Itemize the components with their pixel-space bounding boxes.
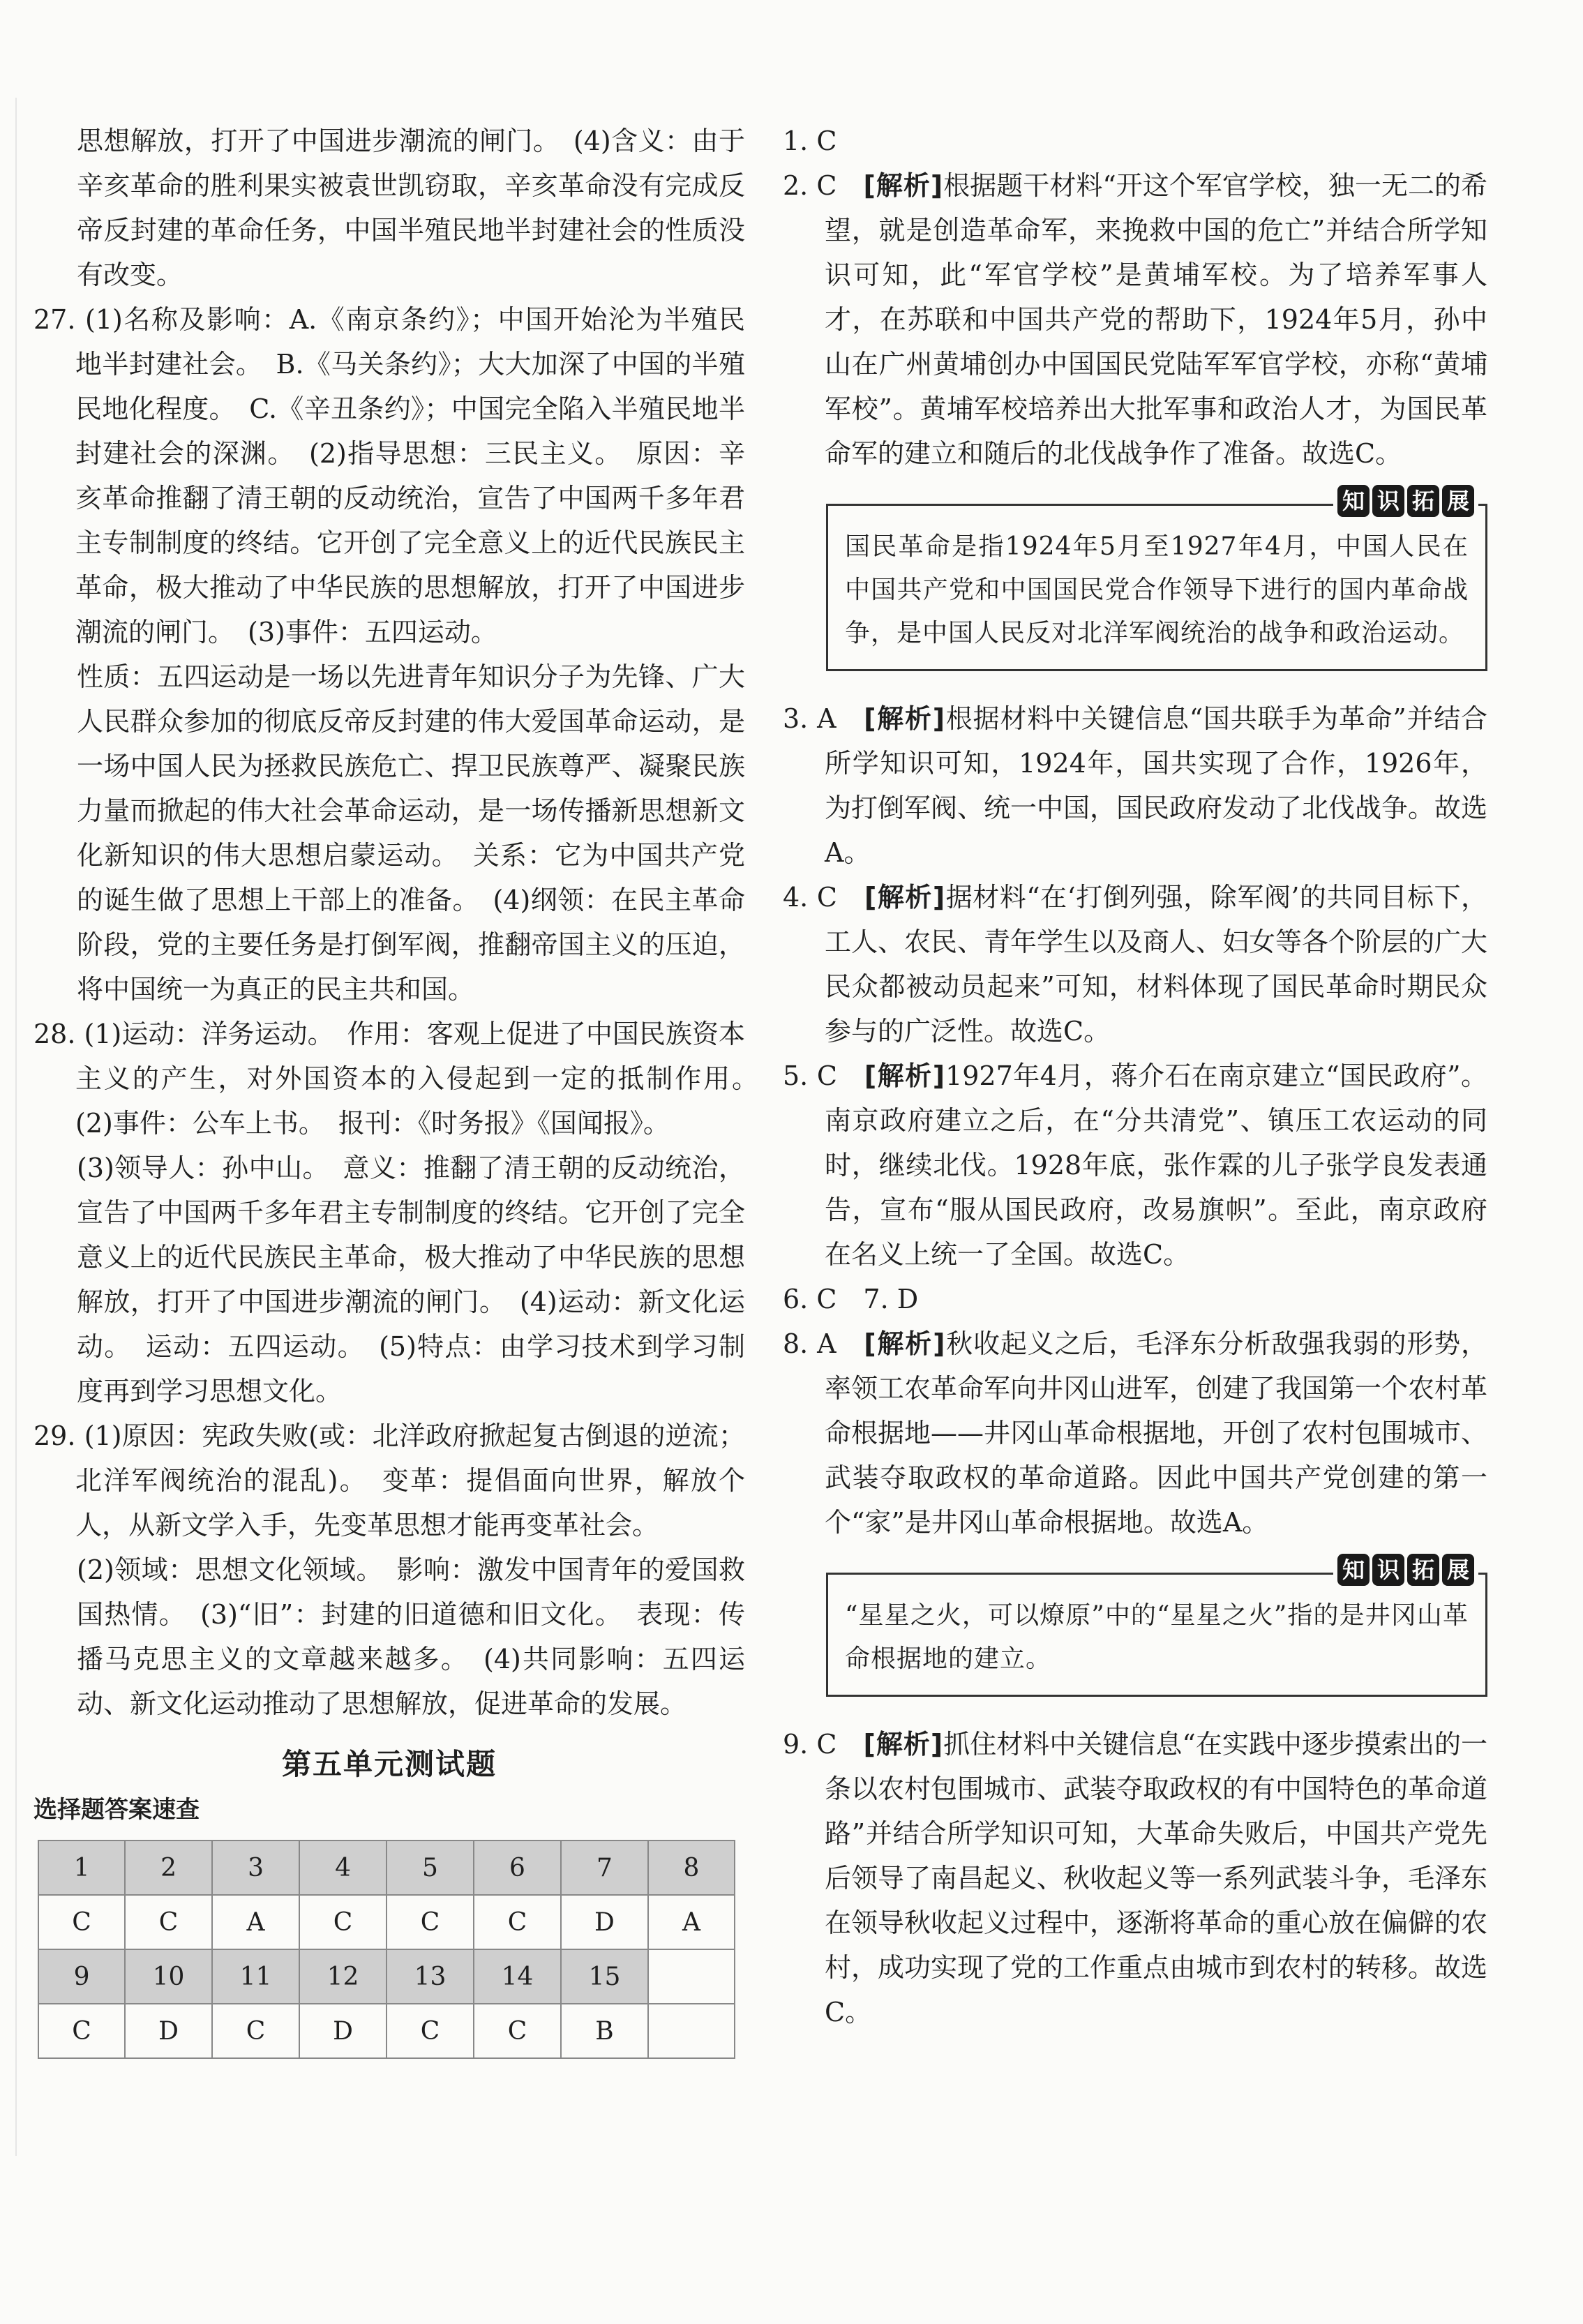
table-cell: C <box>387 2004 474 2058</box>
tag-char: 拓 <box>1407 485 1439 517</box>
answer-9 <box>783 1722 1487 2034</box>
answer-2-number: 2. C <box>783 170 864 201</box>
answer-5-text: 1927年4月，蒋介石在南京建立“国民政府”。南京政府建立之后，在“分共清党”、镇压工农运动的同时，继续北伐。1928年底，张作霖的儿子张学良发表通告，宣布“服从国民政府，改易旗帜”。至此，南京政府在名义上统一了全国。故选C。 <box>825 1060 1487 1270</box>
analysis-label: [解析] <box>864 703 946 734</box>
table-cell: C <box>299 1895 387 1949</box>
table-cell: 11 <box>212 1949 299 2004</box>
answer-8-text: 秋收起义之后，毛泽东分析敌强我弱的形势，率领工农革命军向井冈山进军，创建了我国第一个农村革命根据地——井冈山革命根据地，开创了农村包围城市、武装夺取政权的革命道路。因此中国共产党创建的第一个“家”是井冈山革命根据地。故选A。 <box>825 1328 1488 1538</box>
knowledge-extension-tag <box>1333 485 1478 517</box>
answer-29: 29. (1)原因：宪政失败(或：北洋政府掀起复古倒退的逆流；北洋军阀统治的混乱)。 变革：提倡面向世界，解放个人，从新文学入手，先变革思想才能再变革社会。 <box>33 1420 745 1540</box>
analysis-label: [解析] <box>863 170 944 201</box>
answer-3-text: 根据材料中关键信息“国共联手为革命”并结合所学知识可知，1924年，国共实现了合作，1926年，为打倒军阀、统一中国，国民政府发动了北伐战争。故选A。 <box>825 703 1488 868</box>
table-cell: 3 <box>212 1841 299 1895</box>
answer-27: 27. (1)名称及影响：A.《南京条约》；中国开始沦为半殖民地半封建社会。 B.《马关条约》；大大加深了中国的半殖民地化程度。 C.《辛丑条约》；中国完全陷入半殖民地半封建社会的深渊。 (2)指导思想：三民主义。 原因：辛亥革命推翻了清王朝的反动统治，宣告了中国两千多年君主专制制度的终结。它开创了完全意义上的近代民族民主革命，极大推动了中华民族的思想解放，打开了中国进步潮流的闸门。 (3)事件：五四运动。 <box>33 304 745 647</box>
answer-3-number: 3. A <box>783 703 864 734</box>
tag-char: 知 <box>1337 485 1370 517</box>
table-cell: C <box>474 1895 561 1949</box>
table-cell: C <box>474 2004 561 2058</box>
answer-5 <box>783 1054 1487 1277</box>
table-cell: 2 <box>125 1841 212 1895</box>
answer-28: 28. (1)运动：洋务运动。 作用：客观上促进了中国民族资本主义的产生，对外国资本的入侵起到一定的抵制作用。 (2)事件：公车上书。 报刊：《时务报》《国闻报》。 <box>33 1019 772 1139</box>
analysis-label: [解析] <box>864 1328 946 1359</box>
table-cell: 15 <box>561 1949 648 2004</box>
quick-answer-title: 选择题答案速查 <box>33 1796 200 1824</box>
knowledge-extension-box <box>826 488 1487 671</box>
table-cell-empty <box>648 1949 735 2004</box>
table-cell: 8 <box>648 1841 735 1895</box>
table-cell: C <box>38 2004 125 2058</box>
analysis-label: [解析] <box>864 1060 946 1091</box>
table-row <box>38 1895 735 1949</box>
analysis-label: [解析] <box>863 1729 944 1760</box>
answer-4-number: 4. C <box>783 882 864 913</box>
analysis-label: [解析] <box>864 882 946 913</box>
table-row <box>38 1949 735 2004</box>
table-cell-empty <box>648 2004 735 2058</box>
table-cell: 7 <box>561 1841 648 1895</box>
answer-1: 1. C <box>783 126 837 156</box>
table-cell: C <box>212 2004 299 2058</box>
table-cell: 10 <box>125 1949 212 2004</box>
right-column <box>783 119 1487 2034</box>
table-cell: 1 <box>38 1841 125 1895</box>
tag-char: 展 <box>1442 1554 1474 1586</box>
answer-4 <box>783 875 1487 1054</box>
knowledge-extension-text: “星星之火，可以燎原”中的“星星之火”指的是井冈山革命根据地的建立。 <box>845 1601 1469 1673</box>
answer-9-text: 抓住材料中关键信息“在实践中逐步摸索出的一条以农村包围城市、武装夺取政权的有中国特色的革命道路”并结合所学知识可知，大革命失败后，中国共产党先后领导了南昌起义、秋收起义等一系列武装斗争，毛泽东在领导秋收起义过程中，逐渐将革命的重心放在偏僻的农村，成功实现了党的工作重点由城市到农村的转移。故选C。 <box>825 1729 1488 2027</box>
knowledge-extension-text: 国民革命是指1924年5月至1927年4月，中国人民在中国共产党和中国国民党合作领导下进行的国内革命战争，是中国人民反对北洋军阀统治的战争和政治运动。 <box>845 532 1469 647</box>
answer-29-part2: (2)领域：思想文化领域。 影响：激发中国青年的爱国救国热情。 (3)“旧”：封建的旧道德和旧文化。 表现：传播马克思主义的文章越来越多。 (4)共同影响：五四运动、新文化运动推动了思想解放，促进革命的发展。 <box>77 1554 745 1719</box>
table-cell: 5 <box>387 1841 474 1895</box>
table-cell: D <box>125 2004 212 2058</box>
answer-table <box>38 1840 735 2059</box>
table-cell: C <box>125 1895 212 1949</box>
table-cell: B <box>561 2004 648 2058</box>
answer-9-number: 9. C <box>783 1729 864 1760</box>
table-cell: 12 <box>299 1949 387 2004</box>
tag-char: 拓 <box>1407 1554 1439 1586</box>
table-cell: 14 <box>474 1949 561 2004</box>
answer-27-part2: 性质：五四运动是一场以先进青年知识分子为先锋、广大人民群众参加的彻底反帝反封建的伟大爱国革命运动，是一场中国人民为拯救民族危亡、捍卫民族尊严、凝聚民族力量而掀起的伟大社会革命运动，是一场传播新思想新文化新知识的伟大思想启蒙运动。 关系：它为中国共产党的诞生做了思想上干部上的准备。 (4)纲领：在民主革命阶段，党的主要任务是打倒军阀，推翻帝国主义的压迫，将中国统一为真正的民主共和国。 <box>77 661 745 1005</box>
answer-8-number: 8. A <box>783 1328 864 1359</box>
answer-4-text: 据材料“在‘打倒列强，除军阀’的共同目标下，工人、农民、青年学生以及商人、妇女等各个阶层的广大民众都被动员起来”可知，材料体现了国民革命时期民众参与的广泛性。故选C。 <box>825 882 1488 1047</box>
table-cell: 6 <box>474 1841 561 1895</box>
knowledge-extension-box <box>826 1557 1487 1697</box>
answer-6-7: 6. C 7. D <box>783 1284 919 1314</box>
answer-28-part2: (3)领导人：孙中山。 意义：推翻了清王朝的反动统治，宣告了中国两千多年君主专制制度的终结。它开创了完全意义上的近代民族民主革命，极大推动了中华民族的思想解放，打开了中国进步潮流的闸门。 (4)运动：新文化运动。 运动：五四运动。 (5)特点：由学习技术到学习制度再到学习思想文化。 <box>77 1153 745 1407</box>
table-cell: A <box>648 1895 735 1949</box>
answer-2-text: 根据题干材料“开这个军官学校，独一无二的希望，就是创造革命军，来挽救中国的危亡”并结合所学知识可知，此“军官学校”是黄埔军校。为了培养军事人才，在苏联和中国共产党的帮助下，1924年5月，孙中山在广州黄埔创办中国国民党陆军军官学校，亦称“黄埔军校”。黄埔军校培养出大批军事和政治人才，为国民革命军的建立和随后的北伐战争作了准备。故选C。 <box>825 170 1487 469</box>
table-row <box>38 1841 735 1895</box>
tag-char: 展 <box>1442 485 1474 517</box>
answer-2 <box>783 163 1487 476</box>
knowledge-extension-tag <box>1333 1554 1478 1586</box>
answer-8 <box>783 1321 1487 1545</box>
unit-title: 第五单元测试题 <box>281 1747 497 1781</box>
answer-5-number: 5. C <box>783 1060 864 1091</box>
answer-3 <box>783 696 1487 875</box>
tag-char: 知 <box>1337 1554 1370 1586</box>
table-cell: C <box>387 1895 474 1949</box>
table-cell: 9 <box>38 1949 125 2004</box>
left-column <box>33 119 772 2059</box>
answer-26-continuation: 思想解放，打开了中国进步潮流的闸门。 (4)含义：由于辛亥革命的胜利果实被袁世凯窃取，辛亥革命没有完成反帝反封建的革命任务，中国半殖民地半封建社会的性质没有改变。 <box>77 126 745 290</box>
column-guide-line <box>15 98 17 2156</box>
table-cell: 4 <box>299 1841 387 1895</box>
table-cell: D <box>561 1895 648 1949</box>
table-cell: D <box>299 2004 387 2058</box>
tag-char: 识 <box>1372 1554 1404 1586</box>
table-row <box>38 2004 735 2058</box>
table-cell: C <box>38 1895 125 1949</box>
table-cell: A <box>212 1895 299 1949</box>
tag-char: 识 <box>1372 485 1404 517</box>
table-cell: 13 <box>387 1949 474 2004</box>
